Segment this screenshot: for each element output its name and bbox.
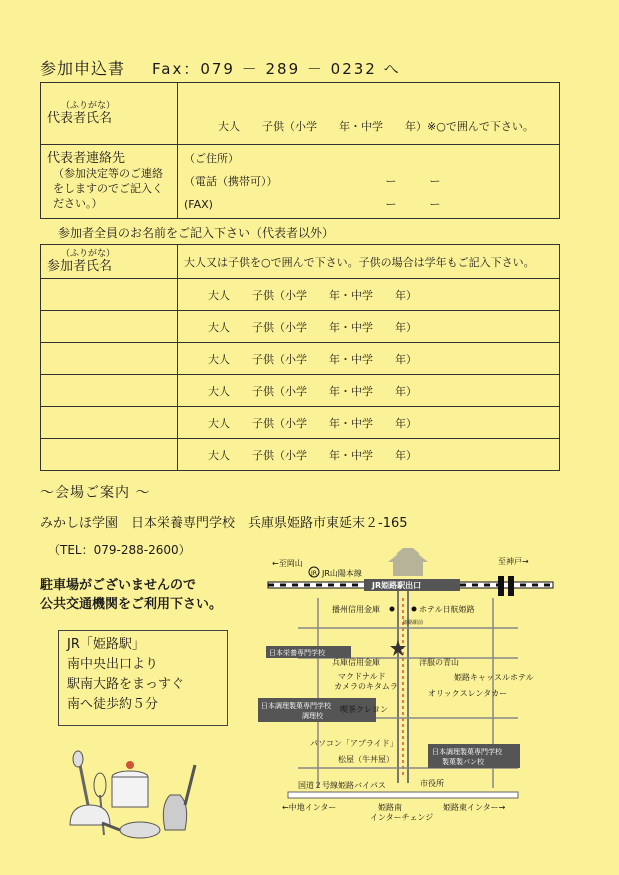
nihon-eiyo: 日本栄養専門学校 <box>269 649 325 657</box>
rep-name-field[interactable] <box>178 83 560 145</box>
participant-row <box>41 375 560 407</box>
participant-choice[interactable]: 大人 子供（小学 年・中学 年） <box>178 343 560 375</box>
participant-name-field[interactable] <box>41 407 178 439</box>
harima-bank: 播州信用金庫 <box>332 605 380 614</box>
frying-pan-icon <box>102 822 160 838</box>
choriseisen: 日本調理製菓専門学校 <box>261 702 331 710</box>
chori-pan-1: 日本調理製菓専門学校 <box>432 748 502 756</box>
hotel-nikko: ホテル日航姫路 <box>419 605 475 614</box>
participant-name-field[interactable] <box>41 343 178 375</box>
participant-choice[interactable]: 大人 子供（小学 年・中学 年） <box>178 279 560 311</box>
to-kobe: 至神戸→ <box>498 557 529 566</box>
participant-name-field[interactable] <box>41 375 178 407</box>
contact-note: （参加決定等のご連絡をしますのでご記入ください。） <box>53 167 163 210</box>
minami-ic-1: 姫路南 <box>378 803 402 812</box>
applied: パソコン「アプライド」 <box>310 739 398 748</box>
participant-choice[interactable]: 大人 子供（小学 年・中学 年） <box>178 439 560 471</box>
venue-heading: ～会場ご案内 ～ <box>40 485 151 501</box>
kitamura: カメラのキタムラ <box>334 682 398 691</box>
participant-row <box>41 439 560 471</box>
minami-ic-2: インターチェンジ <box>370 813 434 822</box>
participant-row <box>41 311 560 343</box>
jr-logo <box>309 567 319 577</box>
fax-label: (FAX) <box>184 198 213 211</box>
venue-school: みかしほ学園 日本栄養専門学校 兵庫県姫路市東延末２-165 <box>40 516 408 531</box>
shiyakusho: 市役所 <box>420 779 444 788</box>
contact-label: 代表者連絡先 <box>47 151 126 166</box>
access-map <box>258 548 558 823</box>
fax-number: Fax：079 － 289 － 0232 へ <box>152 60 401 78</box>
venue-tel: （TEL：079-288-2600） <box>48 543 191 557</box>
participant-row <box>41 407 560 439</box>
route-line-3: 駅南大路をまっすぐ <box>67 677 185 692</box>
svg-text:JR: JR <box>311 570 317 577</box>
participant-row <box>41 279 560 311</box>
parking-line-1: 駐車場がございませんので <box>40 578 197 593</box>
oven-mitt-icon <box>163 795 186 830</box>
address-field[interactable]: （ご住所） <box>184 152 239 165</box>
gyudon: 松屋（牛丼屋） <box>338 755 394 764</box>
participant-choice[interactable]: 大人 子供（小学 年・中学 年） <box>178 375 560 407</box>
part-instruction: 大人又は子供を○で囲んで下さい。子供の場合は学年もご記入下さい。 <box>178 245 560 279</box>
kettle-icon <box>70 805 110 825</box>
parking-notice <box>40 576 222 614</box>
kissa: 喫茶クレヨン <box>340 705 388 714</box>
whisk-icon <box>94 773 106 835</box>
pot-icon <box>112 761 148 807</box>
cookware-illustration <box>60 745 210 855</box>
participant-row <box>41 343 560 375</box>
route-line-4: 南へ徒歩約５分 <box>67 697 159 712</box>
participant-choice[interactable]: 大人 子供（小学 年・中学 年） <box>178 407 560 439</box>
mcdonalds: マクドナルド <box>338 672 386 681</box>
fax-dash: ー ー <box>385 198 441 211</box>
rep-label: 代表者氏名 <box>47 110 113 126</box>
part-label: 参加者氏名 <box>47 258 113 274</box>
form-title: 参加申込書 <box>40 59 126 78</box>
route-line-2: 南中央出口より <box>67 657 159 672</box>
himeji-ekimae: 姫路駅前 <box>403 620 424 626</box>
participants-note: 参加者全員のお名前をご記入下さい（代表者以外） <box>58 226 335 240</box>
phone-dash: ー ー <box>385 175 441 188</box>
station-exit-label: JR姫路駅出口 <box>372 581 422 590</box>
aoyama: 洋服の青山 <box>419 658 459 667</box>
contact-fields[interactable] <box>178 145 560 219</box>
rep-ruby: （ふりがな） <box>61 100 116 111</box>
phone-label: （電話（携帯可）） <box>184 175 278 188</box>
castle-hotel: 姫路キャッスルホテル <box>454 673 534 682</box>
participant-name-field[interactable] <box>41 439 178 471</box>
part-label-cell <box>41 245 178 279</box>
bypass-label: 国道２号線姫路バイパス <box>298 781 386 790</box>
parking-line-2: 公共交通機関をご利用下さい。 <box>40 597 223 612</box>
route-box <box>58 630 228 726</box>
choriko: 調理校 <box>302 712 323 720</box>
part-ruby: （ふりがな） <box>61 248 116 259</box>
orix: オリックスレンタカー <box>428 689 508 698</box>
to-okayama: ←至岡山 <box>272 559 303 568</box>
representative-table <box>40 82 560 219</box>
hyogo-bank: 兵庫信用金庫 <box>332 658 380 667</box>
knife-icon <box>185 765 195 805</box>
participant-choice[interactable]: 大人 子供（小学 年・中学 年） <box>178 311 560 343</box>
fax-field[interactable] <box>184 193 553 216</box>
phone-field[interactable] <box>184 170 553 193</box>
higashi-ic: 姫路東インター→ <box>443 803 506 812</box>
bypass-road <box>288 792 518 798</box>
participant-name-field[interactable] <box>41 311 178 343</box>
route-line-1: JR「姫路駅」 <box>67 637 145 652</box>
rep-choice: 大人 子供（小学 年・中学 年）※○で囲んで下さい。 <box>218 120 534 133</box>
hotel-nikko-marker <box>412 607 417 612</box>
contact-label-cell <box>41 145 178 219</box>
jr-line-label: JR山陽本線 <box>322 569 362 578</box>
castle-icon <box>388 548 428 576</box>
participants-table <box>40 244 560 471</box>
participant-name-field[interactable] <box>41 279 178 311</box>
chori-pan-2: 製菓製パン校 <box>442 758 484 766</box>
rep-name-label-cell <box>41 83 178 145</box>
harima-bank-marker <box>390 607 395 612</box>
chuchi-ic: ←中地インター <box>282 803 337 812</box>
